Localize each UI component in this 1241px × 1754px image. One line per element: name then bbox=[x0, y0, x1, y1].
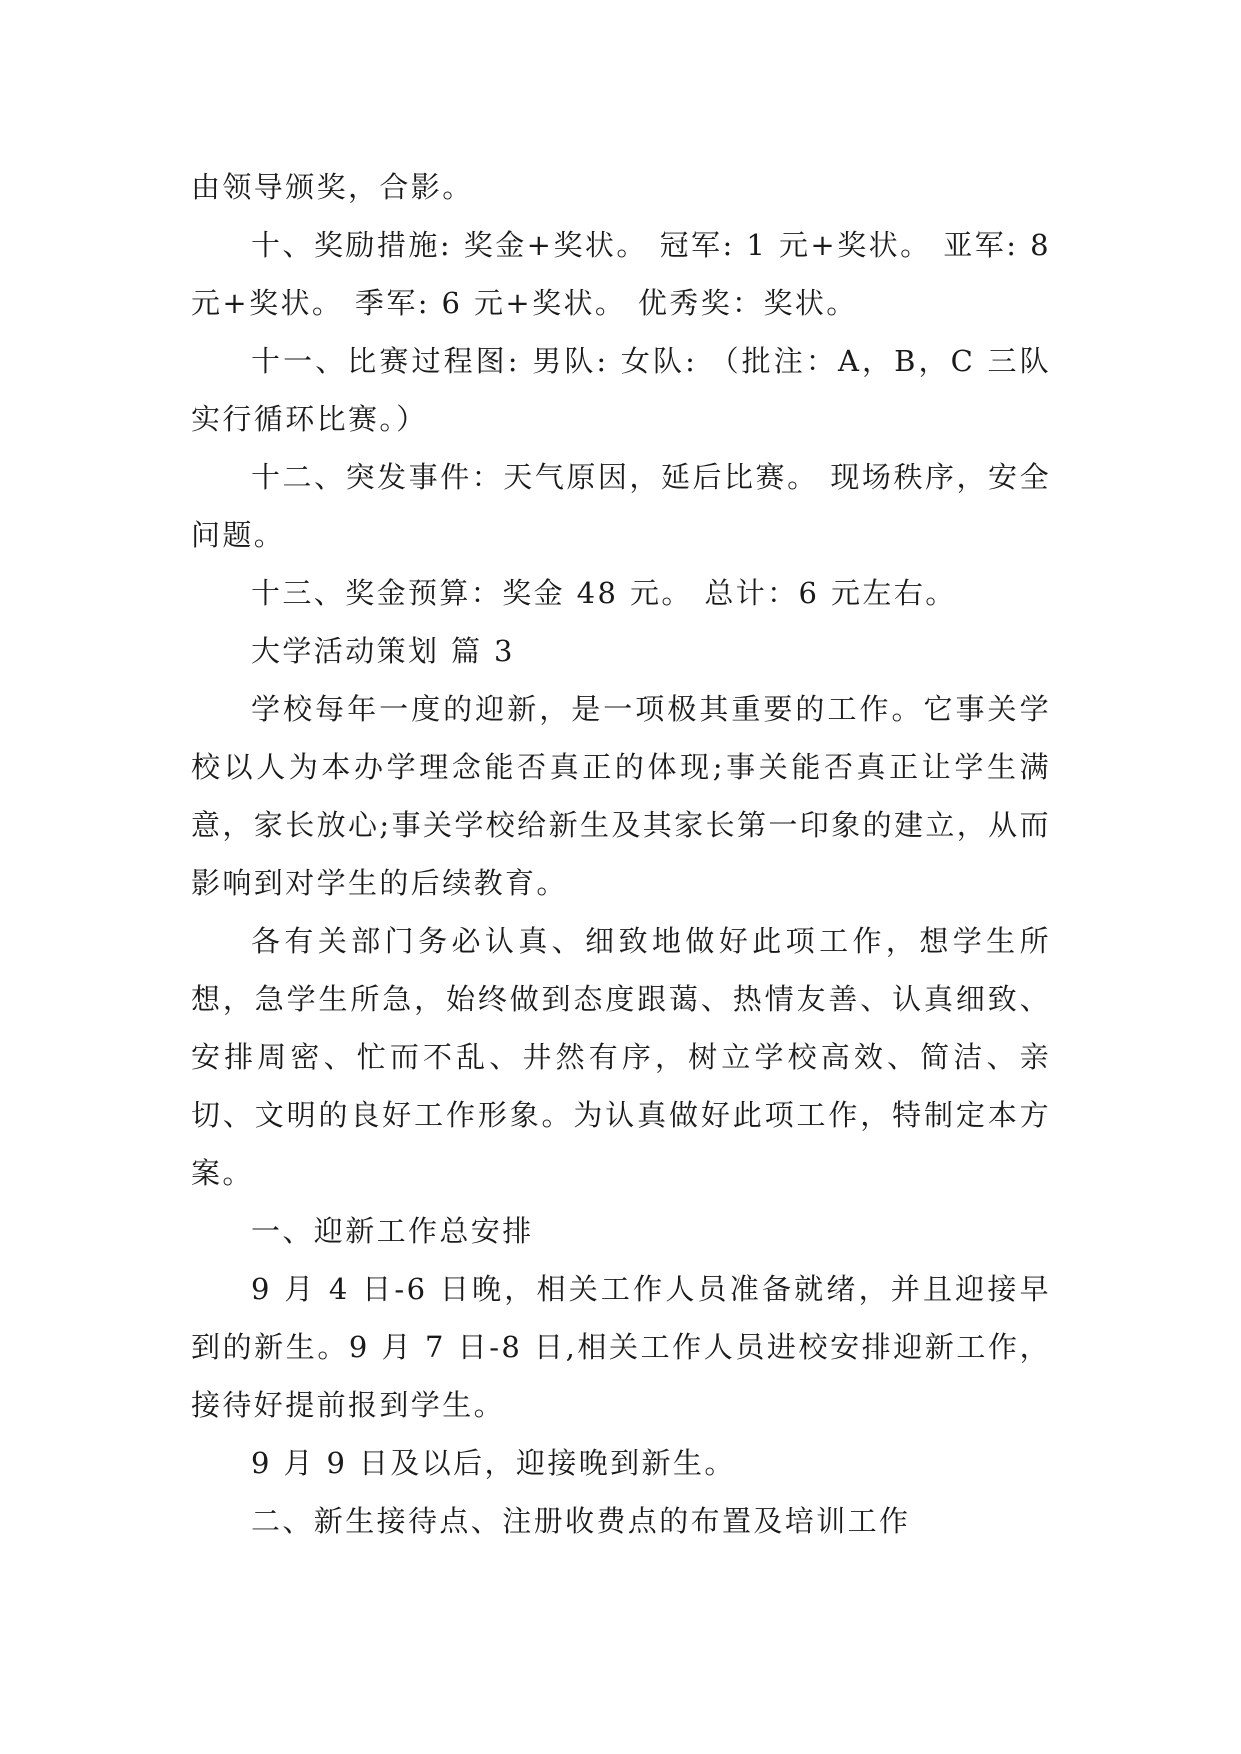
paragraph-welcome-importance: 学校每年一度的迎新，是一项极其重要的工作。它事关学校以人为本办学理念能否真正的体现;事关能否真正让学生满意，家长放心;事关学校给新生及其家长第一印象的建立，从而影响到对学生的后续教育。 bbox=[191, 692, 1051, 900]
paragraph-schedule-early: 9 月 4 日-6 日晚，相关工作人员准备就绪，并且迎接早到的新生。9 月 7 日-8 日,相关工作人员进校安排迎新工作，接待好提前报到学生。 bbox=[191, 1272, 1051, 1422]
document-body bbox=[191, 158, 1051, 1550]
section-heading-part-3: 大学活动策划 篇 3 bbox=[251, 634, 515, 668]
heading-overall-arrangement: 一、迎新工作总安排 bbox=[251, 1214, 534, 1248]
paragraph-schedule-late: 9 月 9 日及以后，迎接晚到新生。 bbox=[251, 1446, 736, 1480]
paragraph-award-ceremony: 由领导颁奖，合影。 bbox=[191, 170, 474, 204]
paragraph-emergencies: 十二、突发事件：天气原因，延后比赛。 现场秩序，安全问题。 bbox=[191, 460, 1051, 552]
paragraph-match-process: 十一、比赛过程图: 男队: 女队: （批注：A，B，C 三队实行循环比赛。） bbox=[191, 344, 1051, 436]
paragraph-prize-budget: 十三、奖金预算：奖金 48 元。 总计：6 元左右。 bbox=[251, 576, 957, 610]
heading-reception-points: 二、新生接待点、注册收费点的布置及培训工作 bbox=[251, 1504, 911, 1538]
paragraph-reward-measures: 十、奖励措施: 奖金+奖状。 冠军: 1 元+奖状。 亚军: 8 元+奖状。 季军: 6 元+奖状。 优秀奖：奖状。 bbox=[191, 228, 1051, 320]
paragraph-department-duties: 各有关部门务必认真、细致地做好此项工作，想学生所想，急学生所急，始终做到态度跟蔼、热情友善、认真细致、安排周密、忙而不乱、井然有序，树立学校高效、简洁、亲切、文明的良好工作形象。为认真做好此项工作，特制定本方案。 bbox=[191, 924, 1051, 1190]
